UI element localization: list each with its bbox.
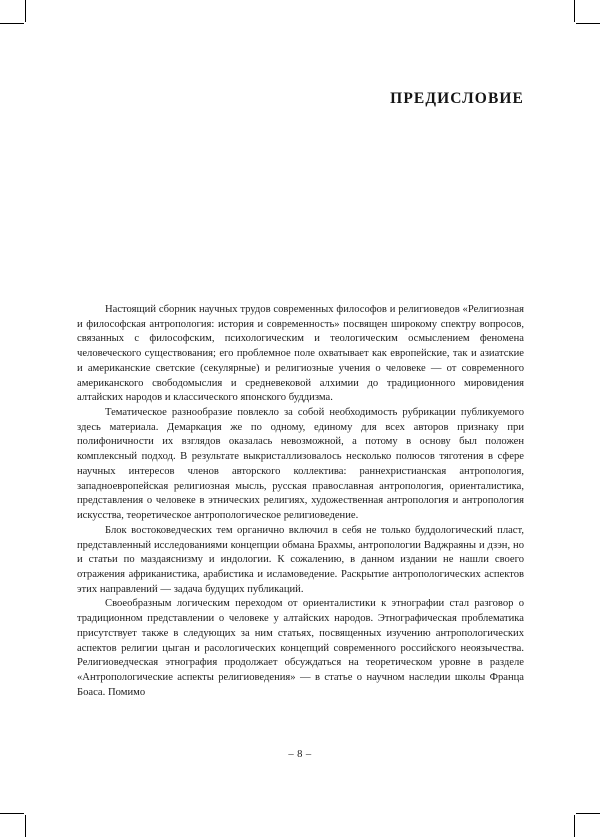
- paragraph: Своеобразным логическим переходом от ориенталистики к этнографии стал разговор о традиционном представлении о человеке у алтайских народов. Этнографическая проблематика присутствует также в следующих за ним статьях, посвященных изучению антропологических аспектов религии цыган и расологических концепций современного российского неоязычества. Религиоведческая этнография продолжает обсуждаться на теоретическом уровне в разделе «Антропологические аспекты религиоведения» — в статье о научном наследии школы Франца Боаса. Помимо: [77, 598, 524, 698]
- crop-mark-horizontal-line: [576, 23, 600, 24]
- crop-mark-vertical-line: [574, 815, 575, 837]
- crop-mark-horizontal-line: [576, 813, 600, 814]
- body-text: [77, 303, 524, 700]
- crop-mark-vertical-line: [25, 815, 26, 837]
- crop-mark-horizontal-line: [0, 23, 24, 24]
- page-number: – 8 –: [288, 749, 312, 760]
- paragraph: Тематическое разнообразие повлекло за собой необходимость рубрикации публикуемого здесь материала. Демаркация же по одному, единому для всех авторов признаку при полифоничности их взглядов оказалась невозможной, а потому в основу был положен комплексный подход. В результате выкристаллизовалось несколько полюсов тяготения в сфере научных интересов членов авторского коллектива: раннехристианская антропология, западноевропейская религиозная мысль, русская православная антропология, ориенталистика, представления о человеке в этнических религиях, художественная антропология и антропология искусства, теоретическое антропологическое религиоведение.: [77, 407, 524, 522]
- crop-mark-vertical-line: [574, 0, 575, 22]
- page-title: ПРЕДИСЛОВИЕ: [390, 90, 524, 108]
- paragraph: Блок востоковедческих тем органично включил в себя не только буддологический пласт, представленный исследованиями концепции обмана Брахмы, антропологии Ваджраяны и дзэн, но и статьи по маздаяснизму и индологии. К сожалению, в данном издании не нашли своего отражения африканистика, арабистика и исламоведение. Раскрытие антропологических аспектов этих направлений — задача будущих публикаций.: [77, 524, 524, 595]
- crop-mark-horizontal-line: [0, 813, 24, 814]
- crop-mark-vertical-line: [25, 0, 26, 22]
- paragraph: Настоящий сборник научных трудов современных философов и религиоведов «Религиозная и философская антропология: история и современность» посвящен широкому спектру вопросов, связанных с философским, психологическим и теологическим осмыслением феномена человеческого существования; его проблемное поле охватывает как европейские, так и азиатские и американские светские (секулярные) и религиозные учения о человеке — от современного американского свободомыслия и средневековой алхимии до традиционного мировидения алтайских народов и классического японского буддизма.: [77, 304, 524, 404]
